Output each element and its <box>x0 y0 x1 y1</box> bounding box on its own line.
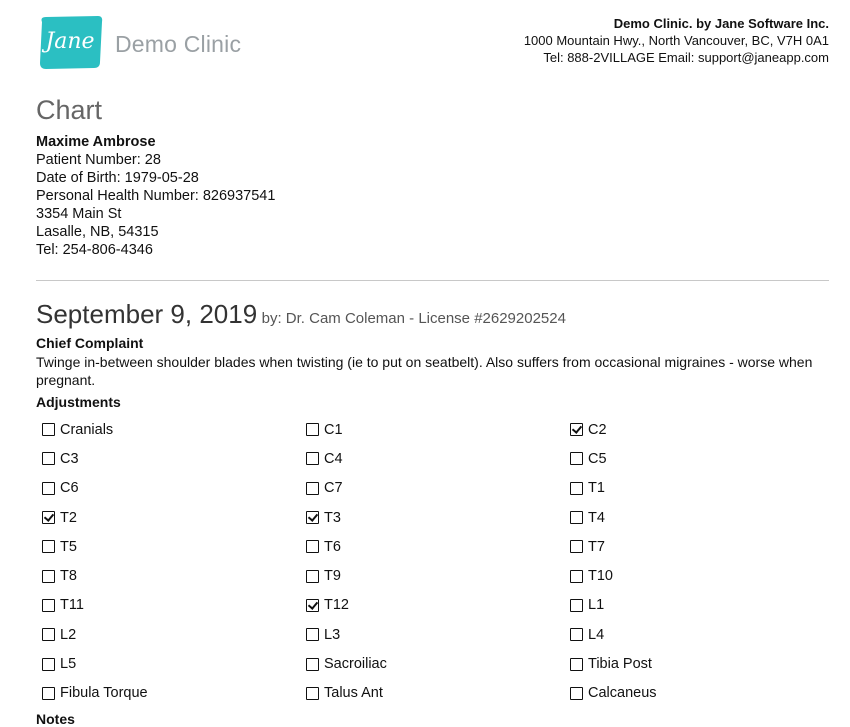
adjustment-label: Talus Ant <box>324 685 383 702</box>
section-divider <box>36 280 829 281</box>
adjustment-label: T10 <box>588 568 613 585</box>
adjustment-label: T2 <box>60 509 77 526</box>
adjustment-label: C3 <box>60 450 79 467</box>
entry-header <box>36 299 566 330</box>
adjustment-label: Calcaneus <box>588 685 657 702</box>
adjustment-label: L3 <box>324 626 341 643</box>
page-title: Chart <box>36 95 103 125</box>
adjustment-item <box>570 444 834 473</box>
unchecked-checkbox-icon[interactable] <box>42 687 55 700</box>
adjustment-item <box>306 503 570 532</box>
adjustment-item <box>306 474 570 503</box>
unchecked-checkbox-icon[interactable] <box>306 687 319 700</box>
clinic-address: 1000 Mountain Hwy., North Vancouver, BC, V7H 0A1 <box>523 33 829 48</box>
adjustment-item <box>570 620 834 649</box>
adjustment-item <box>306 532 570 561</box>
adjustment-item <box>570 591 834 620</box>
adjustment-label: C6 <box>60 480 79 497</box>
unchecked-checkbox-icon[interactable] <box>570 482 583 495</box>
unchecked-checkbox-icon[interactable] <box>306 628 319 641</box>
patient-number: Patient Number: 28 <box>36 152 161 168</box>
adjustment-item <box>306 679 570 708</box>
adjustment-item <box>42 415 306 444</box>
unchecked-checkbox-icon[interactable] <box>306 658 319 671</box>
adjustment-item <box>306 649 570 678</box>
unchecked-checkbox-icon[interactable] <box>570 452 583 465</box>
adjustment-item <box>306 415 570 444</box>
adjustment-item <box>42 444 306 473</box>
unchecked-checkbox-icon[interactable] <box>42 482 55 495</box>
adjustment-label: C1 <box>324 421 343 438</box>
page-header <box>0 0 850 80</box>
unchecked-checkbox-icon[interactable] <box>42 628 55 641</box>
unchecked-checkbox-icon[interactable] <box>570 599 583 612</box>
unchecked-checkbox-icon[interactable] <box>570 658 583 671</box>
unchecked-checkbox-icon[interactable] <box>42 570 55 583</box>
entry-practitioner: by: Dr. Cam Coleman - License #2629202524 <box>261 310 566 327</box>
adjustment-label: T3 <box>324 509 341 526</box>
adjustment-item <box>42 649 306 678</box>
checked-checkbox-icon[interactable] <box>42 511 55 524</box>
unchecked-checkbox-icon[interactable] <box>42 452 55 465</box>
clinic-contact-block <box>524 15 829 66</box>
adjustment-item <box>42 474 306 503</box>
jane-logo-text: Jane <box>45 29 95 54</box>
adjustment-label: L5 <box>60 656 77 673</box>
unchecked-checkbox-icon[interactable] <box>42 423 55 436</box>
adjustment-label: C4 <box>324 450 343 467</box>
unchecked-checkbox-icon[interactable] <box>306 423 319 436</box>
chief-complaint-label: Chief Complaint <box>36 335 144 351</box>
checked-checkbox-icon[interactable] <box>306 511 319 524</box>
unchecked-checkbox-icon[interactable] <box>570 540 583 553</box>
unchecked-checkbox-icon[interactable] <box>570 628 583 641</box>
unchecked-checkbox-icon[interactable] <box>42 540 55 553</box>
adjustment-label: T6 <box>324 538 341 555</box>
unchecked-checkbox-icon[interactable] <box>306 452 319 465</box>
adjustment-label: T1 <box>588 480 605 497</box>
adjustment-item <box>570 679 834 708</box>
adjustment-item <box>570 415 834 444</box>
adjustment-item <box>42 679 306 708</box>
company-name: Demo Clinic. by Jane Software Inc. <box>613 16 829 31</box>
adjustment-label: Sacroiliac <box>324 656 387 673</box>
adjustments-label: Adjustments <box>36 394 121 410</box>
adjustment-item <box>306 620 570 649</box>
patient-info <box>36 133 275 259</box>
adjustment-label: Tibia Post <box>588 656 652 673</box>
clinic-name: Demo Clinic <box>115 31 242 57</box>
adjustment-label: C2 <box>588 421 607 438</box>
adjustment-item <box>570 561 834 590</box>
unchecked-checkbox-icon[interactable] <box>570 570 583 583</box>
adjustment-item <box>306 561 570 590</box>
jane-logo <box>36 14 104 70</box>
adjustment-label: T9 <box>324 568 341 585</box>
checked-checkbox-icon[interactable] <box>570 423 583 436</box>
unchecked-checkbox-icon[interactable] <box>306 482 319 495</box>
adjustment-label: Cranials <box>60 421 114 438</box>
adjustment-label: C5 <box>588 450 607 467</box>
patient-tel: Tel: 254-806-4346 <box>36 242 153 258</box>
patient-dob: Date of Birth: 1979-05-28 <box>36 170 199 186</box>
patient-phn: Personal Health Number: 826937541 <box>36 188 276 204</box>
adjustment-label: C7 <box>324 480 343 497</box>
patient-name: Maxime Ambrose <box>36 134 156 150</box>
patient-street: 3354 Main St <box>36 206 122 222</box>
notes-label: Notes <box>36 711 75 727</box>
unchecked-checkbox-icon[interactable] <box>570 687 583 700</box>
adjustment-label: L1 <box>588 597 605 614</box>
adjustment-item <box>42 591 306 620</box>
adjustment-item <box>42 503 306 532</box>
adjustment-item <box>570 503 834 532</box>
adjustment-item <box>42 620 306 649</box>
adjustment-item <box>42 561 306 590</box>
unchecked-checkbox-icon[interactable] <box>306 570 319 583</box>
unchecked-checkbox-icon[interactable] <box>306 540 319 553</box>
adjustment-label: T4 <box>588 509 605 526</box>
patient-city: Lasalle, NB, 54315 <box>36 224 159 240</box>
adjustment-label: T8 <box>60 568 77 585</box>
chief-complaint-text: Twinge in-between shoulder blades when twisting (ie to put on seatbelt). Also suffers from occasional migraines - worse when pregnant. <box>36 354 813 388</box>
adjustment-label: Fibula Torque <box>60 685 148 702</box>
adjustment-label: L2 <box>60 626 77 643</box>
adjustment-item <box>306 444 570 473</box>
unchecked-checkbox-icon[interactable] <box>42 658 55 671</box>
unchecked-checkbox-icon[interactable] <box>570 511 583 524</box>
adjustment-item <box>42 532 306 561</box>
adjustment-label: T5 <box>60 538 77 555</box>
adjustments-grid <box>42 415 842 708</box>
adjustment-item <box>570 649 834 678</box>
clinic-phone-email: Tel: 888-2VILLAGE Email: support@janeapp.com <box>543 50 829 65</box>
adjustment-label: T7 <box>588 538 605 555</box>
entry-date: September 9, 2019 <box>36 299 258 329</box>
adjustment-item <box>570 474 834 503</box>
adjustment-label: T12 <box>324 597 349 614</box>
unchecked-checkbox-icon[interactable] <box>42 599 55 612</box>
adjustment-item <box>570 532 834 561</box>
checked-checkbox-icon[interactable] <box>306 599 319 612</box>
adjustment-item <box>306 591 570 620</box>
adjustment-label: T11 <box>60 597 84 614</box>
adjustment-label: L4 <box>588 626 605 643</box>
